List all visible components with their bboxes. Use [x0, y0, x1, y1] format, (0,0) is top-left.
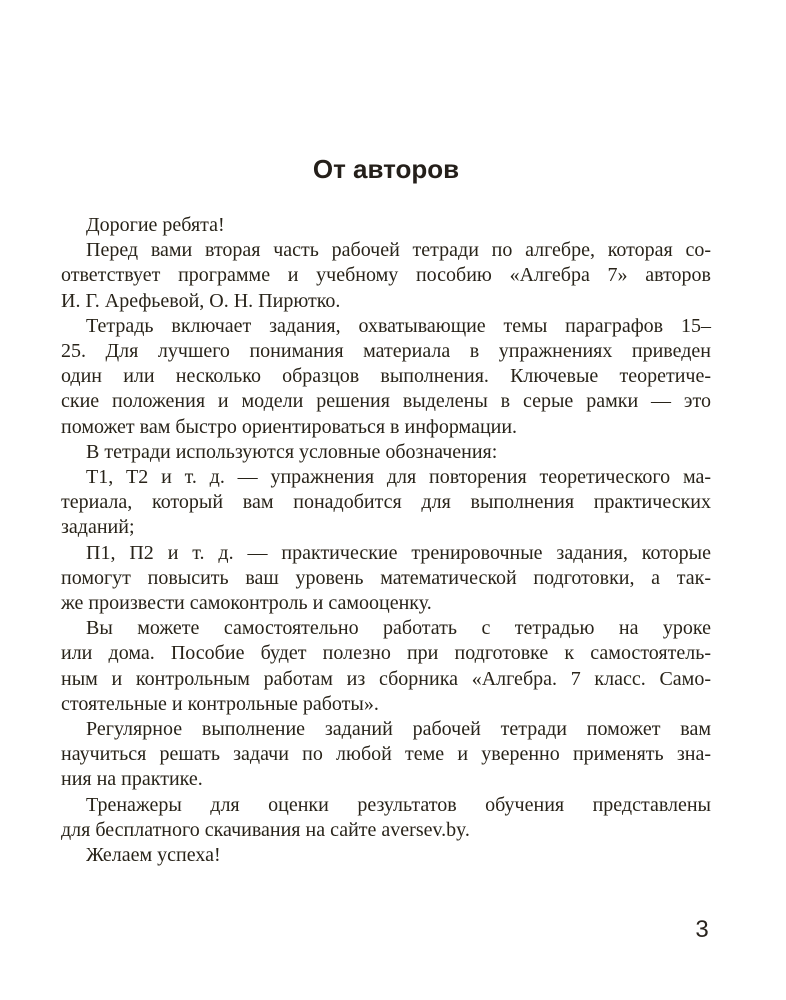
text-line: помогут повысить ваш уровень математической подготовки, а так-	[61, 566, 711, 589]
text-line: научиться решать задачи по любой теме и уверенно применять зна-	[61, 743, 711, 766]
paragraph	[61, 440, 711, 465]
page-number: 3	[695, 916, 709, 943]
text-line: Вы можете самостоятельно работать с тетрадью на уроке	[86, 617, 711, 640]
text-line: Т1, Т2 и т. д. — упражнения для повторения теоретического ма-	[86, 466, 711, 489]
text-line: для бесплатного скачивания на сайте aversev.by.	[61, 818, 470, 841]
text-line: или дома. Пособие будет полезно при подготовке к самостоятель-	[61, 642, 711, 665]
text-line: В тетради используются условные обозначения:	[86, 440, 498, 463]
text-line: П1, П2 и т. д. — практические тренировочные задания, которые	[86, 541, 711, 564]
text-line: же произвести самоконтроль и самооценку.	[61, 592, 432, 615]
page-title: От авторов	[312, 154, 460, 184]
text-line: 25. Для лучшего понимания материала в упражнениях приведен	[61, 340, 711, 363]
text-line: Перед вами вторая часть рабочей тетради по алгебре, которая со-	[86, 239, 711, 262]
paragraph	[61, 616, 711, 717]
paragraph	[61, 717, 711, 793]
paragraph	[61, 238, 711, 314]
text-line: ным и контрольным работам из сборника «Алгебра. 7 класс. Само-	[61, 667, 711, 690]
paragraph	[61, 213, 711, 238]
text-line: поможет вам быстро ориентироваться в информации.	[61, 415, 518, 438]
paragraph	[61, 843, 711, 868]
text-line: стоятельные и контрольные работы».	[61, 692, 379, 715]
text-line: ния на практике.	[61, 768, 203, 791]
text-line: Дорогие ребята!	[86, 214, 225, 236]
text-line: ские положения и модели решения выделены в серые рамки — это	[61, 390, 711, 413]
paragraph	[61, 541, 711, 617]
text-line: Желаем успеха!	[86, 844, 221, 867]
text-line: Регулярное выполнение заданий рабочей тетради поможет вам	[86, 718, 711, 741]
paragraph	[61, 793, 711, 843]
paragraph	[61, 465, 711, 541]
text-line: заданий;	[61, 516, 135, 539]
text-line: териала, который вам понадобится для выполнения практических	[61, 491, 711, 514]
text-line: один или несколько образцов выполнения. Ключевые теоретиче-	[61, 365, 711, 388]
text-line: И. Г. Арефьевой, О. Н. Пирютко.	[61, 289, 341, 312]
text-line: Тренажеры для оценки результатов обучения представлены	[86, 793, 711, 816]
text-line: ответствует программе и учебному пособию «Алгебра 7» авторов	[61, 264, 711, 287]
paragraph	[61, 314, 711, 440]
body-text	[61, 213, 711, 868]
text-line: Тетрадь включает задания, охватывающие темы параграфов 15–	[86, 314, 711, 337]
